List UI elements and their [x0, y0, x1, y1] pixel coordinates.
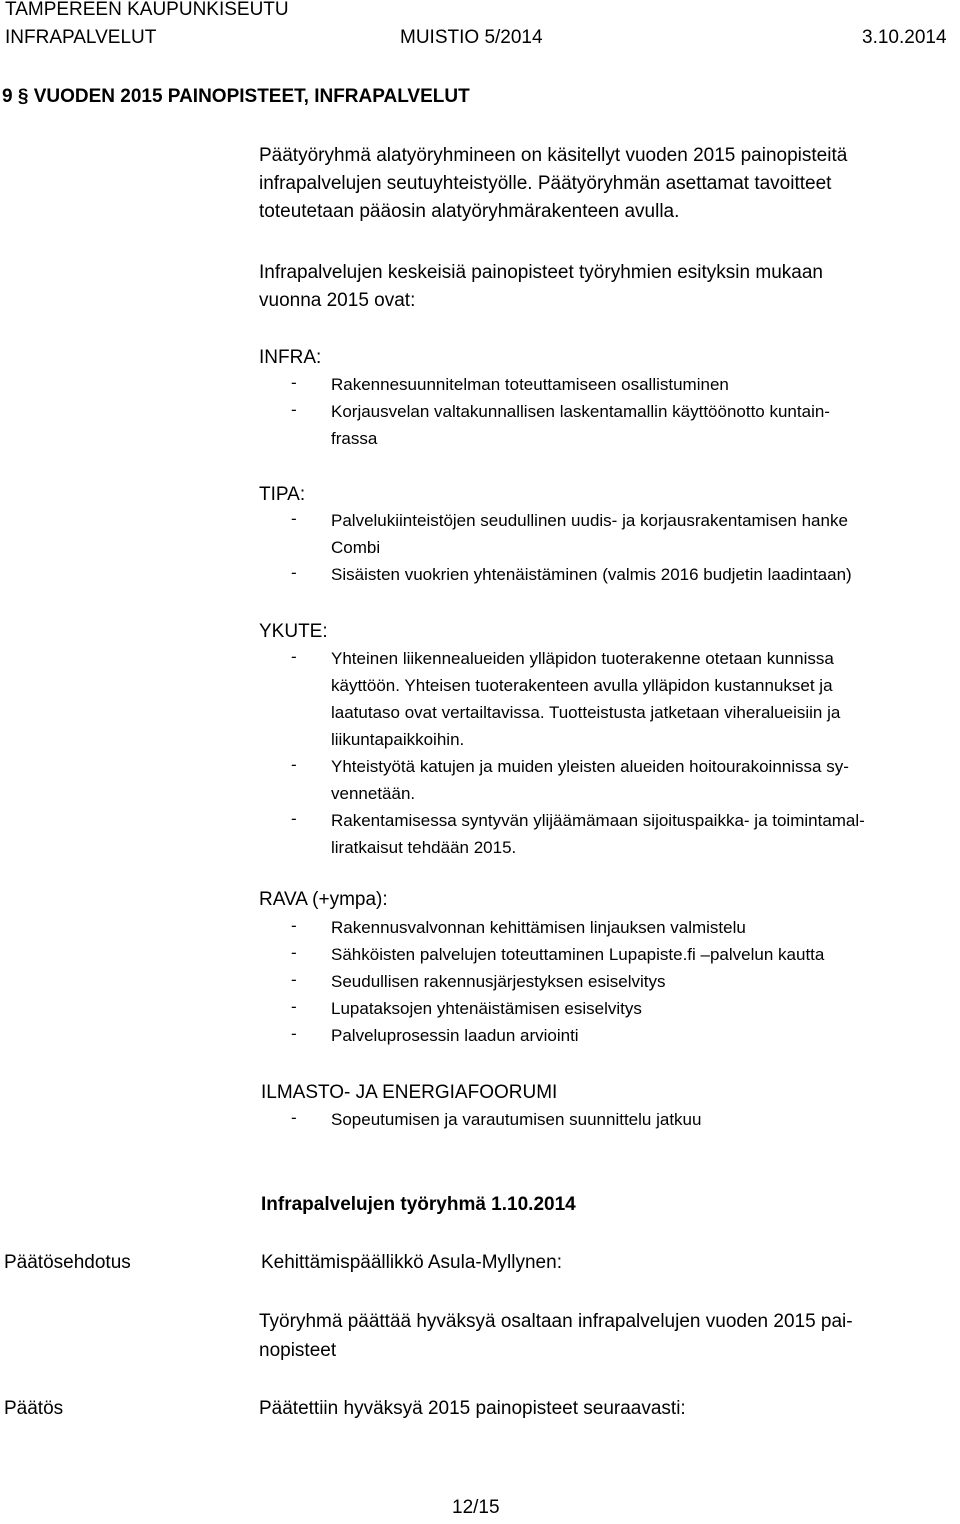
bullet-dash: - [291, 943, 297, 962]
proposal-speaker: Kehittämispäällikkö Asula-Myllynen: [261, 1252, 562, 1273]
list-item: Rakennusvalvonnan kehittämisen linjauksen valmistelu [331, 918, 746, 937]
list-item: Lupataksojen yhtenäistämisen esiselvitys [331, 999, 642, 1018]
list-item-continued: liikuntapaikkoihin. [331, 730, 465, 749]
workgroup-heading: Infrapalvelujen työryhmä 1.10.2014 [261, 1194, 576, 1215]
intro-line: infrapalvelujen seutuyhteistyölle. Päätyöryhmän asettamat tavoitteet [259, 173, 832, 194]
rava-heading: RAVA (+ympa): [259, 889, 388, 910]
infra-heading: INFRA: [259, 347, 322, 368]
proposal-label: Päätösehdotus [4, 1252, 131, 1273]
intro-line: vuonna 2015 ovat: [259, 290, 416, 311]
intro-line: Infrapalvelujen keskeisiä painopisteet työryhmien esityksin mukaan [259, 262, 823, 283]
list-item: Palveluprosessin laadun arviointi [331, 1026, 579, 1045]
bullet-dash: - [291, 997, 297, 1016]
bullet-dash: - [291, 1024, 297, 1043]
list-item: Yhteinen liikennealueiden ylläpidon tuoterakenne otetaan kunnissa [331, 649, 834, 668]
ilmasto-heading: ILMASTO- JA ENERGIAFOORUMI [261, 1082, 558, 1103]
bullet-dash: - [291, 916, 297, 935]
decision-label: Päätös [4, 1398, 64, 1419]
org-name: TAMPEREEN KAUPUNKISEUTU [5, 0, 289, 20]
tipa-heading: TIPA: [259, 484, 306, 505]
list-item-continued: liratkaisut tehdään 2015. [331, 838, 517, 857]
list-item-continued: Combi [331, 538, 381, 557]
list-item: Sopeutumisen ja varautumisen suunnittelu jatkuu [331, 1110, 702, 1129]
bullet-dash: - [291, 400, 297, 419]
list-item-continued: vennetään. [331, 784, 416, 803]
list-item: Korjausvelan valtakunnallisen laskentamallin käyttöönotto kuntain- [331, 402, 830, 421]
list-item-continued: laatutaso ovat vertailtavissa. Tuotteistusta jatketaan viheralueisiin ja [331, 703, 841, 722]
bullet-dash: - [291, 509, 297, 528]
list-item: Sähköisten palvelujen toteuttaminen Lupapiste.fi –palvelun kautta [331, 945, 825, 964]
ykute-heading: YKUTE: [259, 621, 328, 642]
list-item: Rakentamisessa syntyvän ylijäämämaan sijoituspaikka- ja toimintamal- [331, 811, 865, 830]
document-number: MUISTIO 5/2014 [400, 27, 543, 48]
list-item: Yhteistyötä katujen ja muiden yleisten alueiden hoitourakoinnissa sy- [331, 757, 849, 776]
list-item: Seudullisen rakennusjärjestyksen esiselvitys [331, 972, 666, 991]
bullet-dash: - [291, 563, 297, 582]
intro-line: toteutetaan pääosin alatyöryhmärakenteen avulla. [259, 201, 680, 222]
bullet-dash: - [291, 647, 297, 666]
unit-name: INFRAPALVELUT [5, 27, 157, 48]
list-item: Palvelukiinteistöjen seudullinen uudis- ja korjausrakentamisen hanke [331, 511, 848, 530]
document-date: 3.10.2014 [862, 27, 947, 48]
list-item-continued: frassa [331, 429, 378, 448]
intro-line: Päätyöryhmä alatyöryhmineen on käsitellyt vuoden 2015 painopisteitä [259, 145, 848, 166]
bullet-dash: - [291, 1108, 297, 1127]
bullet-dash: - [291, 755, 297, 774]
bullet-dash: - [291, 970, 297, 989]
proposal-text: nopisteet [259, 1340, 337, 1361]
page-number: 12/15 [452, 1497, 500, 1518]
list-item: Rakennesuunnitelman toteuttamiseen osallistuminen [331, 375, 729, 394]
proposal-text: Työryhmä päättää hyväksyä osaltaan infrapalvelujen vuoden 2015 pai- [259, 1311, 853, 1332]
bullet-dash: - [291, 809, 297, 828]
section-title: 9 § VUODEN 2015 PAINOPISTEET, INFRAPALVELUT [2, 86, 470, 107]
list-item-continued: käyttöön. Yhteisen tuoterakenteen avulla ylläpidon kustannukset ja [331, 676, 833, 695]
list-item: Sisäisten vuokrien yhtenäistäminen (valmis 2016 budjetin laadintaan) [331, 565, 852, 584]
bullet-dash: - [291, 373, 297, 392]
decision-text: Päätettiin hyväksyä 2015 painopisteet seuraavasti: [259, 1398, 686, 1419]
